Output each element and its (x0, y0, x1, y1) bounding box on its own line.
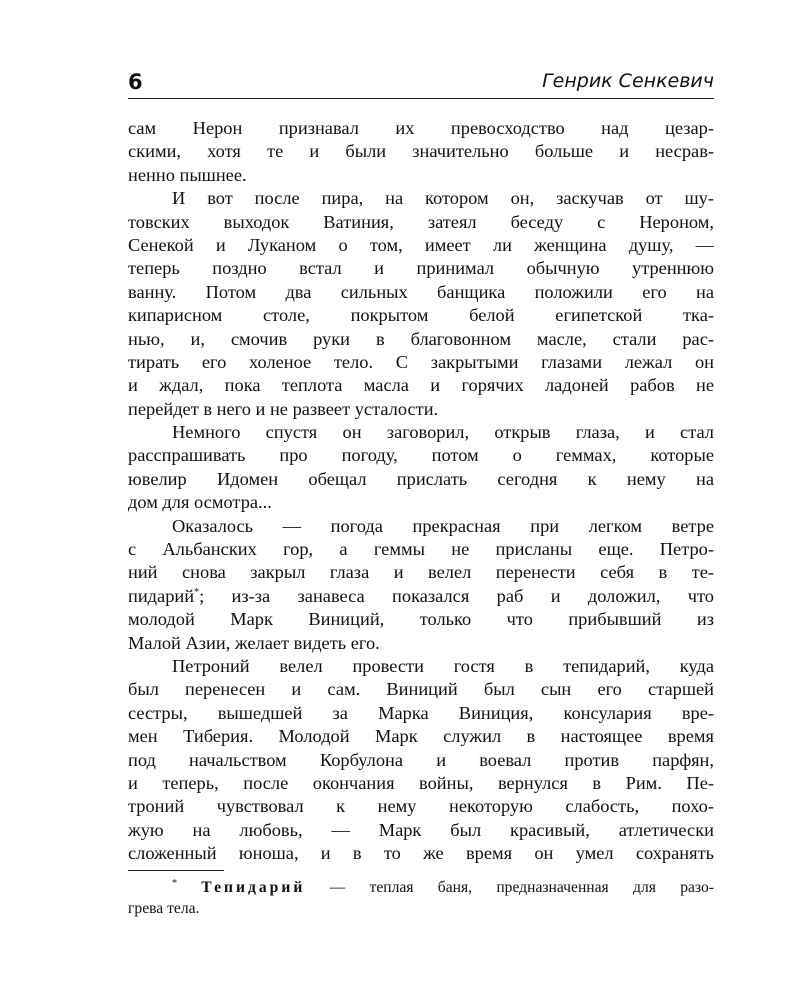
text-line: Немного спустя он заговорил, открыв глаза, и стал (172, 422, 714, 443)
text-line: сам Нерон признавал их превосходство над цезар- (128, 118, 714, 138)
text-line: мен Тиберия. Молодой Марк служил в настоящее время (128, 726, 714, 747)
text-line: сложенный юноша, и в то же время он умел сохранять (128, 843, 714, 864)
body-text (128, 117, 714, 866)
footnote-marker: * (194, 586, 200, 598)
text-line: и теперь, после окончания войны, вернулся в Рим. Пе- (128, 772, 714, 793)
text-line: ний снова закрыл глаза и велел перенести себя в те- (128, 562, 714, 583)
footnote-marker: * (172, 877, 177, 889)
footnote-text: — теплая баня, предназначенная для разо- (305, 879, 714, 896)
footnote-divider (128, 870, 224, 871)
text-line: и ждал, пока теплота масла и горячих ладоней рабов не (128, 375, 714, 396)
page-number: 6 (128, 70, 143, 94)
text-line: нью, и, смочив руки в благовонном масле, стали рас- (128, 328, 714, 349)
text-line: под начальством Корбулона и воевал против парфян, (128, 749, 714, 770)
text-line: И вот после пира, на котором он, заскучав от шу- (172, 188, 714, 209)
text-line: теперь поздно встал и принимал обычную утреннюю (128, 258, 714, 279)
text-line: Малой Азии, желает видеть его. (128, 632, 380, 653)
footnote (128, 877, 714, 919)
text-line: кипарисном столе, покрытом белой египетской тка- (128, 305, 714, 326)
text-line: дом для осмотра... (128, 492, 272, 513)
text-line: товских выходок Ватиния, затеял беседу с Нероном, (128, 211, 714, 232)
text-line: молодой Марк Виниций, только что прибывший из (128, 609, 714, 630)
text-line: ненно пышнее. (128, 164, 247, 185)
page-header (128, 70, 714, 99)
text-line: с Альбанских гор, а геммы не присланы еще. Петро- (128, 539, 714, 560)
footnote-term: Тепидарий (201, 879, 306, 896)
text-line: перейдет в него и не развеет усталости. (128, 398, 439, 419)
text-line: расспрашивать про погоду, потом о геммах, которые (128, 445, 714, 466)
text-line: был перенесен и сам. Виниций был сын его старшей (128, 679, 714, 700)
footnote-line (128, 877, 714, 898)
text-line-with-footnote (128, 585, 714, 608)
text-line: Сенекой и Луканом о том, имеет ли женщина душу, — (128, 234, 714, 255)
text-fragment: ; из-за занавеса показался раб и доложил, что (199, 585, 714, 606)
footnote-line: грева тела. (128, 900, 200, 917)
text-line: ювелир Идомен обещал прислать сегодня к нему на (128, 468, 714, 489)
running-title: Генрик Сенкевич (542, 70, 714, 92)
text-line: тирать его холеное тело. С закрытыми глазами лежал он (128, 351, 714, 372)
text-fragment: пидарий (128, 585, 195, 606)
text-line: троний чувствовал к нему некоторую слабость, похо- (128, 796, 714, 817)
text-line: сестры, вышедшей за Марка Виниция, консулария вре- (128, 702, 714, 723)
text-line: жую на любовь, — Марк был красивый, атлетически (128, 819, 714, 840)
text-line: ванну. Потом два сильных банщика положили его на (128, 281, 714, 302)
text-line: скими, хотя те и были значительно больше и несрав- (128, 141, 714, 162)
text-line: Петроний велел провести гостя в тепидарий, куда (172, 655, 714, 676)
text-line: Оказалось — погода прекрасная при легком ветре (172, 515, 714, 536)
